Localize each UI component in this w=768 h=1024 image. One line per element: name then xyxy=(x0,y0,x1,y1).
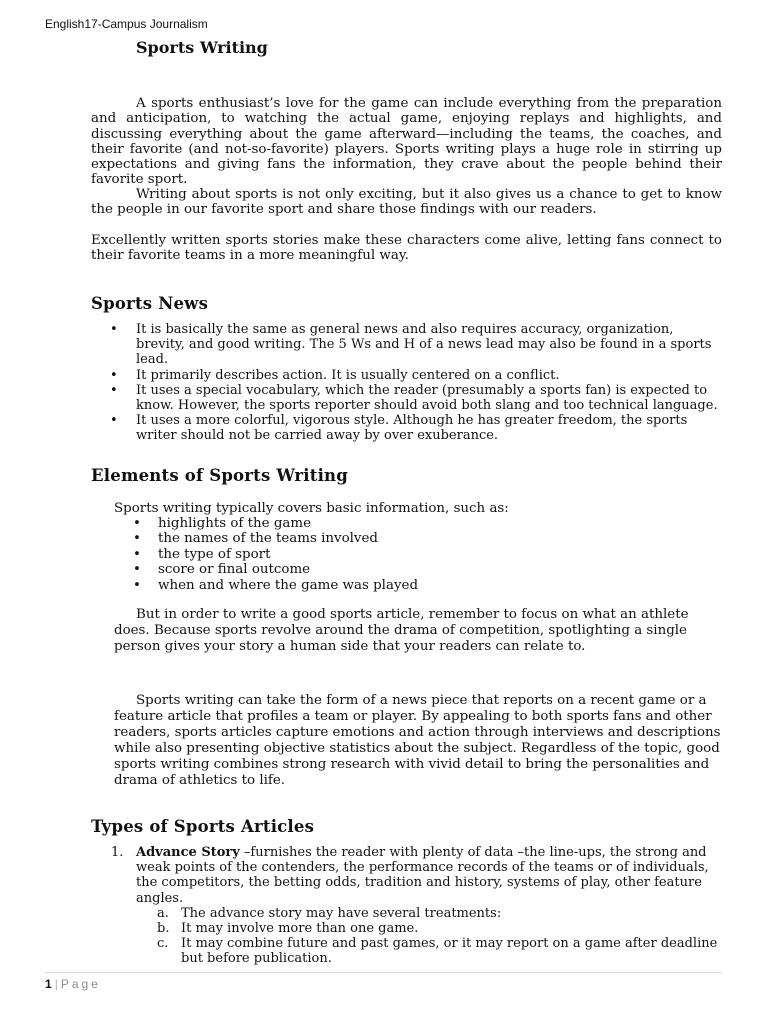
sub-list-letter: b. xyxy=(157,921,170,937)
page-number: 1 xyxy=(45,977,52,991)
types-heading: Types of Sports Articles xyxy=(91,817,315,836)
elements-list xyxy=(158,516,418,593)
elements-paragraph-1: But in order to write a good sports article, remember to focus on what an athlete does. Because sports revolve around the drama of competition, spotlighting a single person gives your story a human side that your readers can relate to. xyxy=(114,607,689,654)
advance-story-text: –furnishes the reader with plenty of data –the line-ups, the strong and weak points of the contenders, the performance records of the teams or of individuals, the competitors, the betting odds, tradition and history, systems of play, other feature angles. xyxy=(136,845,709,906)
elements-paragraph-2: Sports writing can take the form of a news piece that reports on a recent game or a feature article that profiles a team or player. By appealing to both sports fans and other readers, sports articles capture emotions and action through interviews and descriptions while also presenting objective statistics about the subject. Regardless of the topic, good sports writing combines strong research with vivid detail to bring the personalities and drama of athletics to life. xyxy=(114,693,721,788)
sub-list-text: It may involve more than one game. xyxy=(181,921,419,937)
sub-list-item xyxy=(157,905,722,921)
list-item: • when and where the game was played xyxy=(158,578,418,593)
sub-list-text: The advance story may have several treatments: xyxy=(181,905,502,921)
elements-heading: Elements of Sports Writing xyxy=(91,466,348,485)
list-item xyxy=(111,845,722,906)
sub-list-text: It may combine future and past games, or it may report on a game after deadline but before publication. xyxy=(181,936,718,967)
intro-paragraph-1: A sports enthusiast’s love for the game can include everything from the preparation and anticipation, to watching the actual game, enjoying replays and highlights, and discussing everything about the game afterward—including the teams, the coaches, and their favorite (and not-so-favorite) players. Sports writing plays a huge role in stirring up expectations and giving fans the information, they crave about the people behind their favorite sport. xyxy=(91,96,722,188)
list-item: • the type of sport xyxy=(158,547,418,562)
elements-intro: Sports writing typically covers basic information, such as: xyxy=(114,501,509,516)
list-item: • highlights of the game xyxy=(158,516,418,531)
footer-divider xyxy=(45,972,722,973)
sub-list-item xyxy=(157,921,722,937)
list-item: • It primarily describes action. It is usually centered on a conflict. xyxy=(136,368,722,383)
sub-list-letter: a. xyxy=(157,905,169,921)
list-item: • It uses a special vocabulary, which the reader (presumably a sports fan) is expected to know. However, the sports reporter should avoid both slang and too technical language. xyxy=(136,383,722,413)
document-header: English17-Campus Journalism xyxy=(45,17,208,31)
list-item: • score or final outcome xyxy=(158,562,418,577)
advance-story-term: Advance Story xyxy=(136,845,240,860)
list-item: • It is basically the same as general news and also requires accuracy, organization, brevity, and good writing. The 5 Ws and H of a news lead may also be found in a sports lead. xyxy=(136,322,722,368)
page-footer xyxy=(45,977,101,991)
list-item: • the names of the teams involved xyxy=(158,531,418,546)
list-number: 1. xyxy=(111,845,124,860)
list-item: • It uses a more colorful, vigorous style. Although he has greater freedom, the sports writer should not be carried away by over exuberance. xyxy=(136,413,722,443)
page-title: Sports Writing xyxy=(136,38,268,57)
sports-news-heading: Sports News xyxy=(91,294,209,313)
footer-separator: | xyxy=(54,977,58,991)
intro-paragraph-2: Writing about sports is not only exciting, but it also gives us a chance to get to know the people in our favorite sport and share those findings with our readers. xyxy=(91,187,722,218)
types-list xyxy=(111,845,722,967)
intro-paragraph-3: Excellently written sports stories make these characters come alive, letting fans connect to their favorite teams in a more meaningful way. xyxy=(91,233,722,264)
sub-list-letter: c. xyxy=(157,936,169,952)
page-label: Page xyxy=(60,977,101,991)
sports-news-list xyxy=(136,322,722,444)
sub-list-item xyxy=(157,936,722,967)
